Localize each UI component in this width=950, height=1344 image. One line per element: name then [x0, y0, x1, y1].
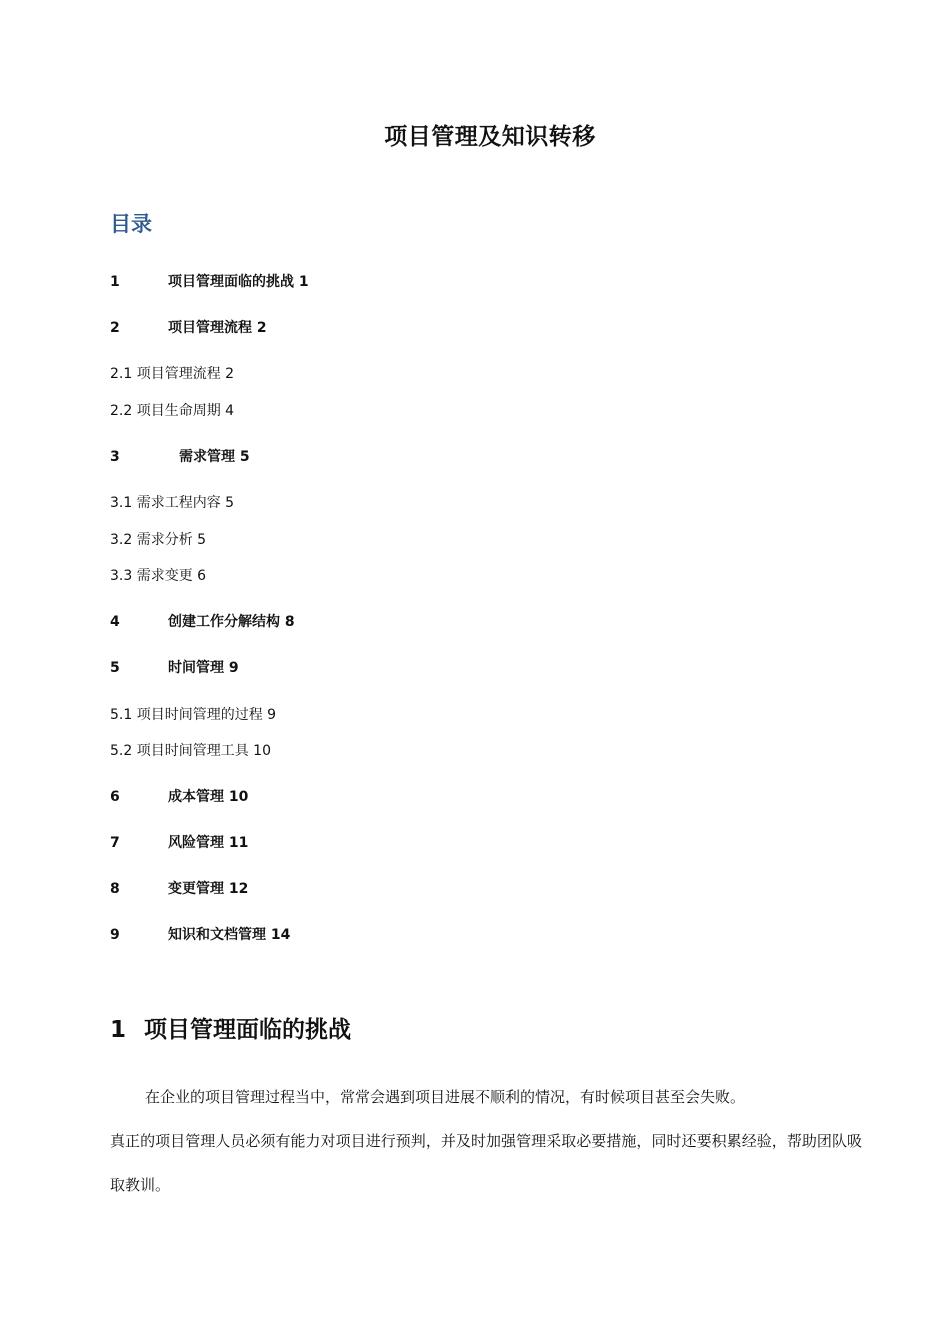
toc-entry[interactable]	[110, 493, 234, 513]
toc-entry-text: 变更管理 12	[168, 881, 249, 897]
toc-entry-number: 2	[110, 320, 120, 336]
toc-entry[interactable]	[110, 658, 239, 678]
toc-entry-text: 项目管理流程 2	[168, 320, 267, 336]
toc-entry-text: 2.2 项目生命周期 4	[110, 403, 235, 419]
toc-entry-text: 2.1 项目管理流程 2	[110, 366, 235, 382]
body-paragraph: 在企业的项目管理过程当中，常常会遇到项目进展不顺利的情况，有时候项目甚至会失败。	[145, 1088, 746, 1106]
toc-entry-number: 6	[110, 789, 120, 805]
toc-entry-text: 5.2 项目时间管理工具 10	[110, 743, 271, 759]
section-number: 1	[110, 1017, 127, 1043]
toc-entry[interactable]	[110, 318, 267, 338]
document-title: 项目管理及知识转移	[384, 124, 596, 150]
toc-entry-number: 8	[110, 881, 120, 897]
toc-entry-number: 4	[110, 614, 120, 630]
toc-entry-number: 1	[110, 274, 120, 290]
section-heading	[110, 1011, 351, 1044]
toc-heading: 目录	[110, 212, 152, 236]
toc-entry[interactable]	[110, 787, 248, 807]
toc-entry[interactable]	[110, 925, 290, 945]
toc-entry-number: 9	[110, 927, 120, 943]
section-title: 项目管理面临的挑战	[144, 1017, 351, 1043]
toc-entry[interactable]	[110, 401, 234, 421]
toc-entry[interactable]	[110, 530, 206, 550]
toc-entry-number: 7	[110, 835, 120, 851]
toc-entry-text: 成本管理 10	[168, 789, 249, 805]
toc-entry[interactable]	[110, 447, 250, 467]
toc-entry-text: 3.1 需求工程内容 5	[110, 495, 235, 511]
body-paragraph: 真正的项目管理人员必须有能力对项目进行预判，并及时加强管理采取必要措施，同时还要积累经验，帮助团队吸取教训。	[110, 1132, 862, 1194]
toc-entry-text: 风险管理 11	[168, 835, 249, 851]
toc-entry-text: 3.3 需求变更 6	[110, 568, 207, 584]
toc-entry-text: 5.1 项目时间管理的过程 9	[110, 707, 277, 723]
toc-entry-text: 需求管理 5	[179, 449, 250, 465]
toc-entry-text: 创建工作分解结构 8	[168, 614, 295, 630]
toc-entry[interactable]	[110, 272, 309, 292]
toc-entry[interactable]	[110, 833, 248, 853]
toc-entry[interactable]	[110, 566, 206, 586]
toc-entry-text: 项目管理面临的挑战 1	[168, 274, 309, 290]
toc-entry[interactable]	[110, 879, 248, 899]
toc-entry-text: 时间管理 9	[168, 660, 239, 676]
toc-entry[interactable]	[110, 741, 271, 761]
toc-entry-number: 3	[110, 449, 120, 465]
toc-entry[interactable]	[110, 612, 295, 632]
toc-entry[interactable]	[110, 364, 234, 384]
toc-entry-text: 知识和文档管理 14	[168, 927, 291, 943]
toc-entry[interactable]	[110, 705, 276, 725]
toc-entry-number: 5	[110, 660, 120, 676]
toc-entry-text: 3.2 需求分析 5	[110, 532, 207, 548]
